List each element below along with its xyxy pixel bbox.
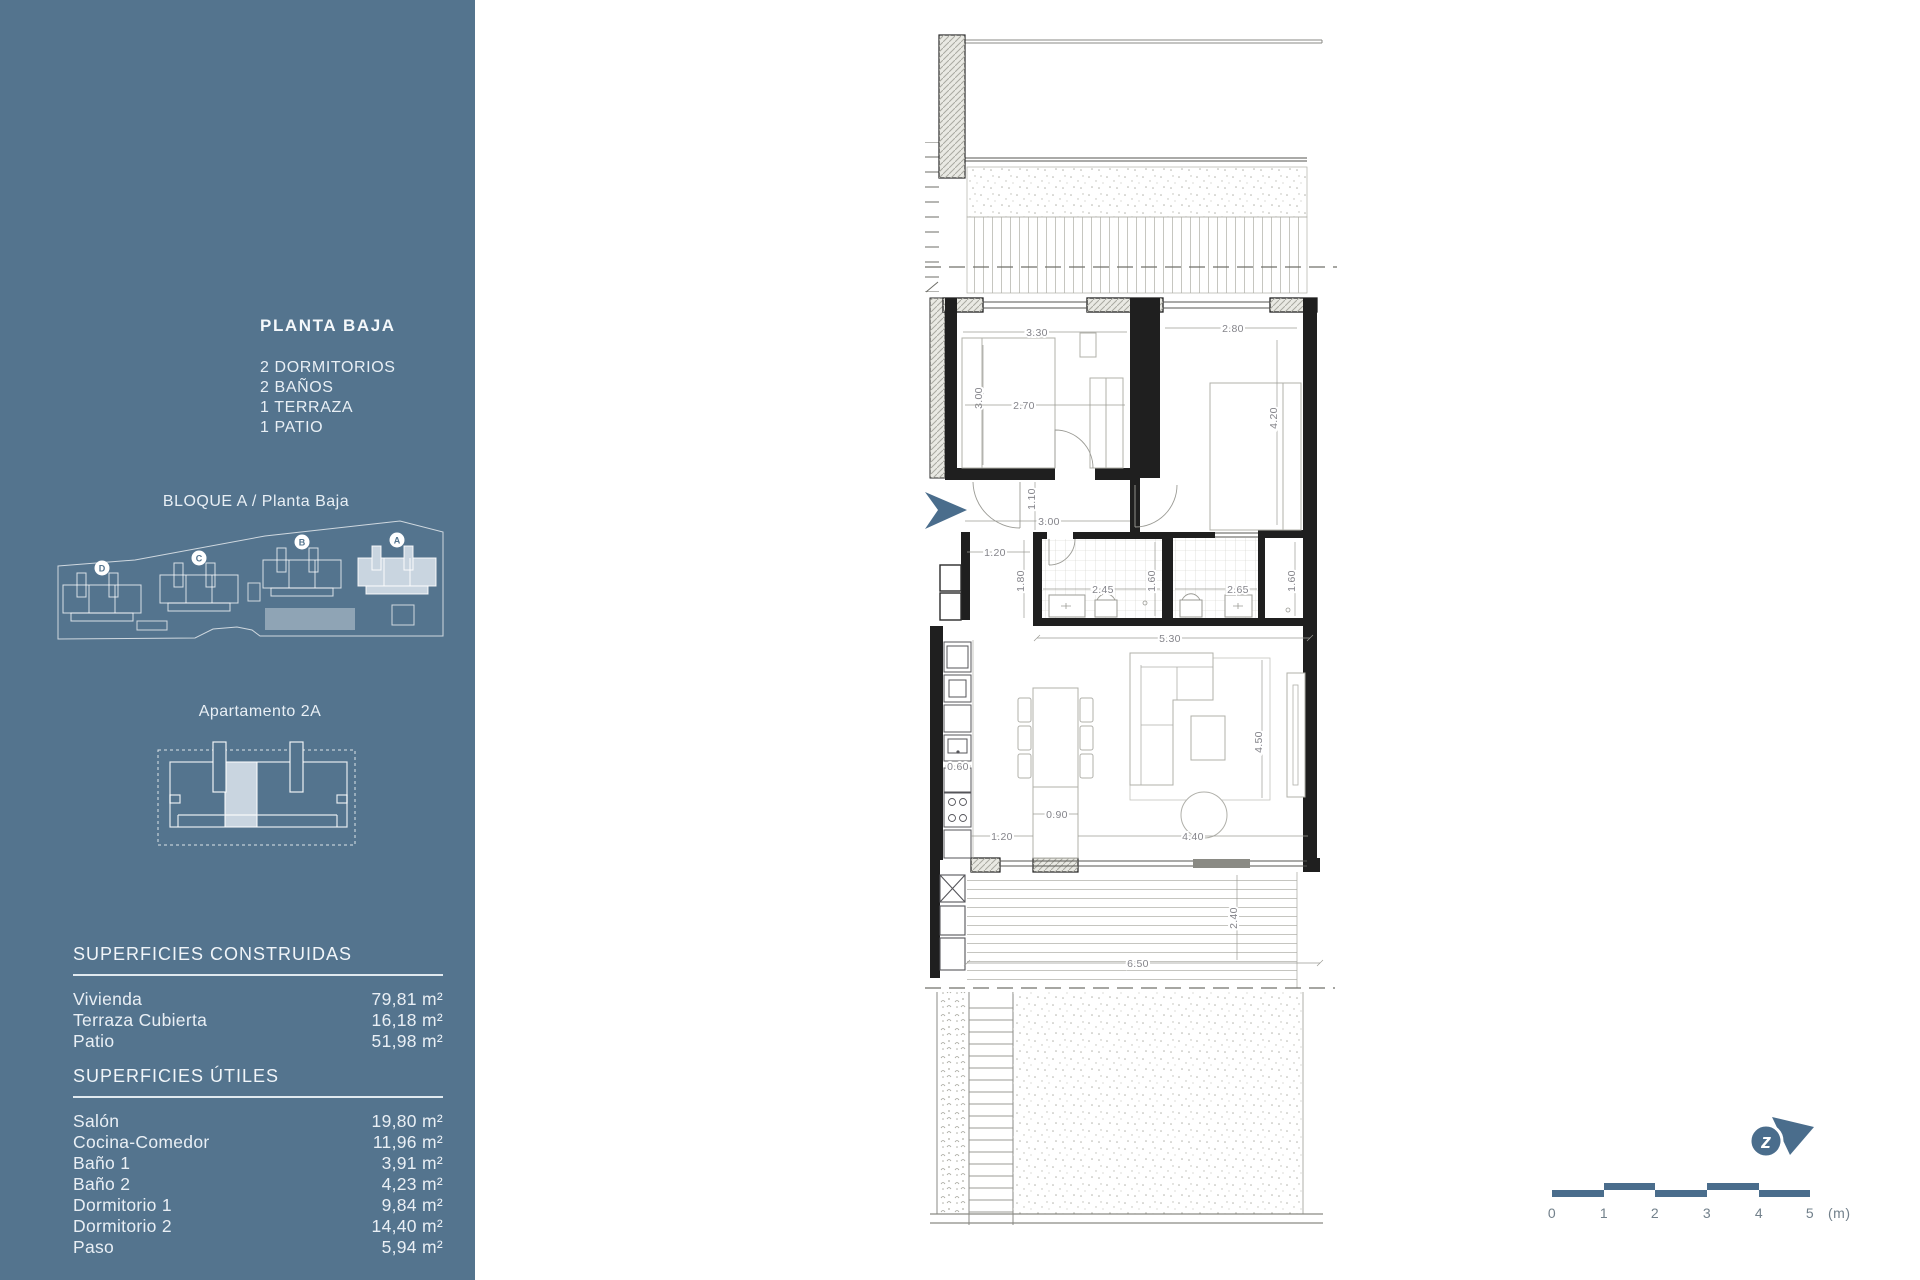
dim-bath1-depth: 1.60 — [1146, 570, 1158, 592]
entrance-arrow-icon — [925, 492, 967, 529]
table-row — [73, 1031, 443, 1052]
row-label: Patio — [73, 1031, 115, 1051]
covered-terrace — [925, 872, 1335, 988]
dim-bed1-width: 3.30 — [1026, 327, 1048, 339]
table-heading: SUPERFICIES ÚTILES — [73, 1066, 443, 1098]
badge-b: B — [298, 537, 306, 548]
upper-terrace — [925, 35, 1337, 293]
dim-living-width: 4.40 — [1182, 831, 1204, 843]
feature-terrace: 1 TERRAZA — [260, 399, 354, 416]
site-plan-diagram — [55, 518, 450, 660]
row-value: 11,96 m² — [372, 1132, 443, 1152]
dim-hall-length: 3.00 — [1038, 516, 1060, 528]
table-row — [73, 1153, 443, 1174]
row-label: Baño 2 — [73, 1174, 131, 1194]
dim-kitchen-side: 1.20 — [991, 831, 1013, 843]
terrace-decking — [967, 875, 1297, 988]
dim-bath1-width: 2.45 — [1092, 584, 1114, 596]
table-heading: SUPERFICIES CONSTRUIDAS — [73, 944, 443, 976]
nightstand — [1080, 333, 1096, 357]
deck-band — [967, 217, 1307, 293]
row-value: 3,91 m² — [381, 1153, 443, 1173]
dim-bed2-width: 2.80 — [1222, 323, 1244, 335]
table-row — [73, 989, 443, 1010]
tv-unit — [1287, 673, 1305, 797]
brand-north-logo — [1730, 1105, 1830, 1170]
chair — [1018, 698, 1031, 722]
kitchen-unit — [944, 705, 971, 732]
row-label: Dormitorio 2 — [73, 1216, 172, 1236]
scale-tick-0: 0 — [1547, 1205, 1557, 1221]
scale-tick-5: 5 — [1805, 1205, 1815, 1221]
planting-strip — [937, 992, 969, 1214]
coffee-table — [1191, 716, 1225, 760]
feature-bedrooms: 2 DORMITORIOS — [260, 359, 396, 376]
dim-bed1-height: 3.00 — [973, 387, 985, 409]
dim-terrace-width: 6.50 — [1127, 958, 1149, 970]
feature-patio: 1 PATIO — [260, 419, 324, 436]
logo-letter: z — [1761, 1131, 1771, 1153]
dim-bath2-depth: 1.60 — [1286, 570, 1298, 592]
dim-bath2-width: 2.65 — [1227, 584, 1249, 596]
neighbor-stairs — [925, 142, 939, 292]
row-label: Baño 1 — [73, 1153, 131, 1173]
cooktop — [944, 793, 971, 827]
floor-plan — [925, 30, 1345, 1245]
apartment-unit-highlight — [225, 762, 257, 827]
floor-title: PLANTA BAJA — [260, 316, 396, 335]
scale-tick-3: 3 — [1702, 1205, 1712, 1221]
dim-living-height: 4.50 — [1253, 731, 1265, 753]
door-arc-bedroom-2 — [1135, 485, 1177, 527]
building-b — [263, 548, 341, 596]
table-row — [73, 1195, 443, 1216]
dim-baths-total: 5.30 — [1159, 633, 1181, 645]
scale-tick-4: 4 — [1754, 1205, 1764, 1221]
row-label: Terraza Cubierta — [73, 1010, 208, 1030]
dim-hall-width: 1.10 — [1026, 488, 1038, 510]
bedroom-1 — [962, 327, 1127, 468]
door-arc-bedroom-1 — [1055, 430, 1093, 468]
building-c — [160, 563, 238, 611]
kitchen — [944, 640, 973, 858]
badge-c: C — [195, 553, 203, 564]
dim-bed2-height: 4.20 — [1268, 407, 1280, 429]
superficies-construidas-table — [73, 944, 443, 1052]
kitchen-island — [1033, 787, 1078, 858]
scale-unit: (m) — [1828, 1205, 1851, 1221]
feature-bathrooms: 2 BAÑOS — [260, 379, 334, 396]
building-a-highlighted — [358, 546, 436, 594]
row-value: 51,98 m² — [371, 1031, 443, 1051]
row-label: Vivienda — [73, 989, 143, 1009]
row-label: Salón — [73, 1111, 120, 1131]
row-label: Dormitorio 1 — [73, 1195, 172, 1215]
row-label: Paso — [73, 1237, 115, 1257]
gravel-band — [967, 167, 1307, 217]
row-value: 19,80 m² — [371, 1111, 443, 1131]
chair — [1018, 754, 1031, 778]
block-caption: BLOQUE A / Planta Baja — [162, 493, 350, 510]
badge-a: A — [393, 535, 401, 546]
building-d — [63, 573, 141, 621]
apartment-diagram — [150, 735, 365, 855]
dining-area — [1018, 688, 1093, 858]
storage-box — [940, 906, 965, 935]
chair — [1080, 698, 1093, 722]
dim-bed1-inner: 2.70 — [1013, 400, 1035, 412]
table-row — [73, 1216, 443, 1237]
dim-hall-entry: 1.20 — [984, 547, 1006, 559]
row-value: 9,84 m² — [381, 1195, 443, 1215]
table-row — [73, 1174, 443, 1195]
dining-table — [1033, 688, 1078, 787]
dim-kitchen-depth: 0.60 — [947, 761, 969, 773]
toilet-1 — [1095, 594, 1117, 617]
table-row — [73, 1237, 443, 1258]
pool-shape — [265, 608, 355, 630]
scale-bar — [1540, 1178, 1880, 1238]
apartment-caption: Apartamento 2A — [198, 703, 322, 720]
table-row — [73, 1010, 443, 1031]
row-value: 79,81 m² — [371, 989, 443, 1009]
kitchen-unit — [944, 830, 971, 858]
table-row — [73, 1132, 443, 1153]
superficies-utiles-table — [73, 1066, 443, 1258]
dim-terrace-depth: 2.40 — [1228, 907, 1240, 929]
sidebar — [0, 0, 475, 1280]
bed-2 — [1210, 383, 1301, 530]
feature-list — [260, 358, 396, 438]
scale-tick-2: 2 — [1650, 1205, 1660, 1221]
toilet-2 — [1180, 594, 1202, 617]
row-value: 16,18 m² — [371, 1010, 443, 1030]
row-label: Cocina-Comedor — [73, 1132, 210, 1152]
chair — [1080, 754, 1093, 778]
patio — [930, 992, 1323, 1225]
chair — [1018, 726, 1031, 750]
storage-box — [940, 938, 965, 970]
dim-bath1-height: 1.80 — [1015, 570, 1027, 592]
row-value: 14,40 m² — [371, 1216, 443, 1236]
patio-steps — [969, 998, 1013, 1222]
table-row — [73, 1111, 443, 1132]
patio-gravel — [1013, 992, 1303, 1214]
scale-tick-1: 1 — [1599, 1205, 1609, 1221]
dim-island-width: 0.90 — [1046, 809, 1068, 821]
row-value: 5,94 m² — [381, 1237, 443, 1257]
row-value: 4,23 m² — [381, 1174, 443, 1194]
chair — [1080, 726, 1093, 750]
badge-d: D — [98, 563, 106, 574]
